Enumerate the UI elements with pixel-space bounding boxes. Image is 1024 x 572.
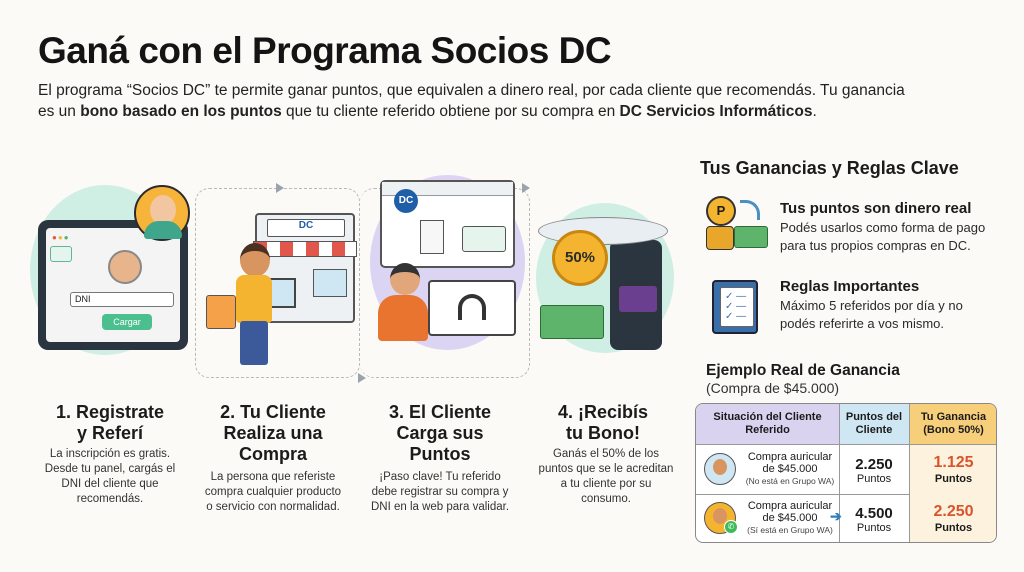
user-avatar-icon [134, 185, 190, 241]
step4-title [533, 402, 673, 444]
store-sign: DC [267, 219, 345, 237]
earnings-table [695, 403, 997, 543]
row-bonus-unit: Puntos [934, 522, 973, 534]
money-icon [734, 226, 768, 248]
step4-title-l1: 4. ¡Recibís [557, 402, 649, 422]
avatar [704, 453, 736, 485]
coin-icon: P [706, 196, 736, 226]
arrow-icon [740, 200, 760, 220]
step3-illustration [368, 175, 530, 375]
dni-field[interactable]: DNI [70, 292, 174, 307]
intro-part: que tu cliente referido obtiene por su compra en [281, 103, 620, 120]
step1-title [40, 402, 180, 444]
page-title: Ganá con el Programa Socios DC [38, 30, 612, 71]
rules-book-icon [712, 280, 758, 334]
desc-l1: Compra auricular [747, 500, 833, 512]
rule1-text: Podés usarlos como forma de pago para tus propios compras en DC. [780, 220, 986, 253]
row-points-unit: Puntos [856, 522, 892, 534]
intro-part: es un [38, 103, 81, 120]
avatar-circle [108, 250, 142, 284]
intro-part: . [812, 103, 817, 120]
step2-illustration [200, 175, 360, 375]
wallet-icon [618, 285, 658, 313]
step2-description: La persona que referiste compra cualquier producto o servicio con normalidad. [204, 471, 342, 513]
row-points: 2.250 [855, 456, 893, 473]
user-body [378, 295, 428, 341]
shopper-head [240, 243, 270, 277]
row-desc [742, 500, 838, 536]
desc-l1: Compra auricular [747, 451, 833, 463]
book-page: ✓ — ✓ — ✓ — [720, 287, 754, 327]
step4-description: Ganás el 50% de los puntos que se le acreditan a tu cliente por su consumo. [538, 448, 674, 505]
whatsapp-icon: ✆ [724, 520, 738, 534]
example-title: Ejemplo Real de Ganancia [706, 362, 900, 379]
step3-title-l2: Carga sus [396, 423, 484, 443]
rule1-title: Tus puntos son dinero real [780, 200, 972, 217]
side-title: Tus Ganancias y Reglas Clave [700, 158, 959, 178]
cargar-button[interactable]: Cargar [102, 314, 152, 330]
arrow-right-icon: ➔ [830, 508, 842, 524]
tablet-screen [46, 228, 180, 342]
step4-title-l2: tu Bono! [566, 423, 640, 443]
shopping-bag [206, 295, 236, 329]
step3-title-l1: 3. El Cliente [388, 402, 492, 422]
row-bonus-unit: Puntos [934, 473, 973, 485]
rule2-text: Máximo 5 referidos por día y no podés referirte a vos mismo. [780, 298, 963, 331]
dc-logo-icon: DC [394, 189, 418, 213]
user-head [390, 263, 420, 295]
row-desc [742, 451, 838, 487]
desc-note: (No está en Grupo WA) [745, 476, 835, 486]
computer-icon [428, 280, 516, 336]
browser-window [380, 180, 515, 268]
intro-line1: El programa “Socios DC” te permite ganar puntos, que equivalen a dinero real, por cada cliente que recomendás. Tu ganancia [38, 82, 905, 99]
desc-l2: de $45.000 [762, 463, 818, 475]
desc-note: (Sí está en Grupo WA) [747, 525, 833, 535]
step1-illustration [30, 175, 195, 375]
shirt [144, 221, 182, 239]
window-dots: ●●● [52, 233, 70, 242]
step2-title-l2: Realiza una [223, 423, 323, 443]
intro-bold-bono: bono basado en los puntos [80, 103, 282, 120]
row-points: 4.500 [855, 505, 893, 522]
step3-description: ¡Paso clave! Tu referido debe registrar su compra y DNI en la web para validar. [370, 471, 510, 513]
step1-description: La inscripción es gratis. Desde tu panel, cargás el DNI del cliente que recomendás. [44, 448, 176, 505]
row-bonus: 1.125 [933, 454, 974, 471]
shopper-legs [240, 321, 268, 365]
step3-title-l3: Puntos [409, 444, 471, 464]
coin-money-icon [706, 196, 768, 252]
receipt-icon [420, 220, 444, 254]
step1-title-l2: y Referí [76, 423, 144, 443]
intro-text [38, 80, 938, 122]
header-situacion: Situación del Cliente Referido [696, 404, 839, 444]
step1-title-l1: 1. Registrate [55, 402, 165, 422]
coin-icon: 50% [552, 230, 608, 286]
row-bonus: 2.250 [933, 503, 974, 520]
store-window [313, 269, 347, 297]
step3-title [370, 402, 510, 465]
header-puntos: Puntos del Cliente [839, 404, 909, 444]
intro-bold-dc: DC Servicios Informáticos [619, 103, 813, 120]
user-icon [50, 246, 72, 262]
header-ganancia: Tu Ganancia (Bono 50%) [909, 404, 997, 444]
rule2-title: Reglas Importantes [780, 278, 920, 295]
id-card-icon [462, 226, 506, 252]
shopper-body [236, 275, 272, 323]
step4-illustration [528, 175, 678, 375]
coin-stack [706, 226, 734, 250]
step2-title [203, 402, 343, 465]
desc-l2: de $45.000 [762, 512, 818, 524]
example-subtitle: (Compra de $45.000) [706, 380, 840, 396]
step2-title-l3: Compra [238, 444, 307, 464]
step2-title-l1: 2. Tu Cliente [220, 402, 326, 422]
money-icon [540, 305, 604, 339]
user-icon [713, 459, 727, 475]
row-points-unit: Puntos [856, 473, 892, 485]
headphones-icon [458, 294, 486, 320]
